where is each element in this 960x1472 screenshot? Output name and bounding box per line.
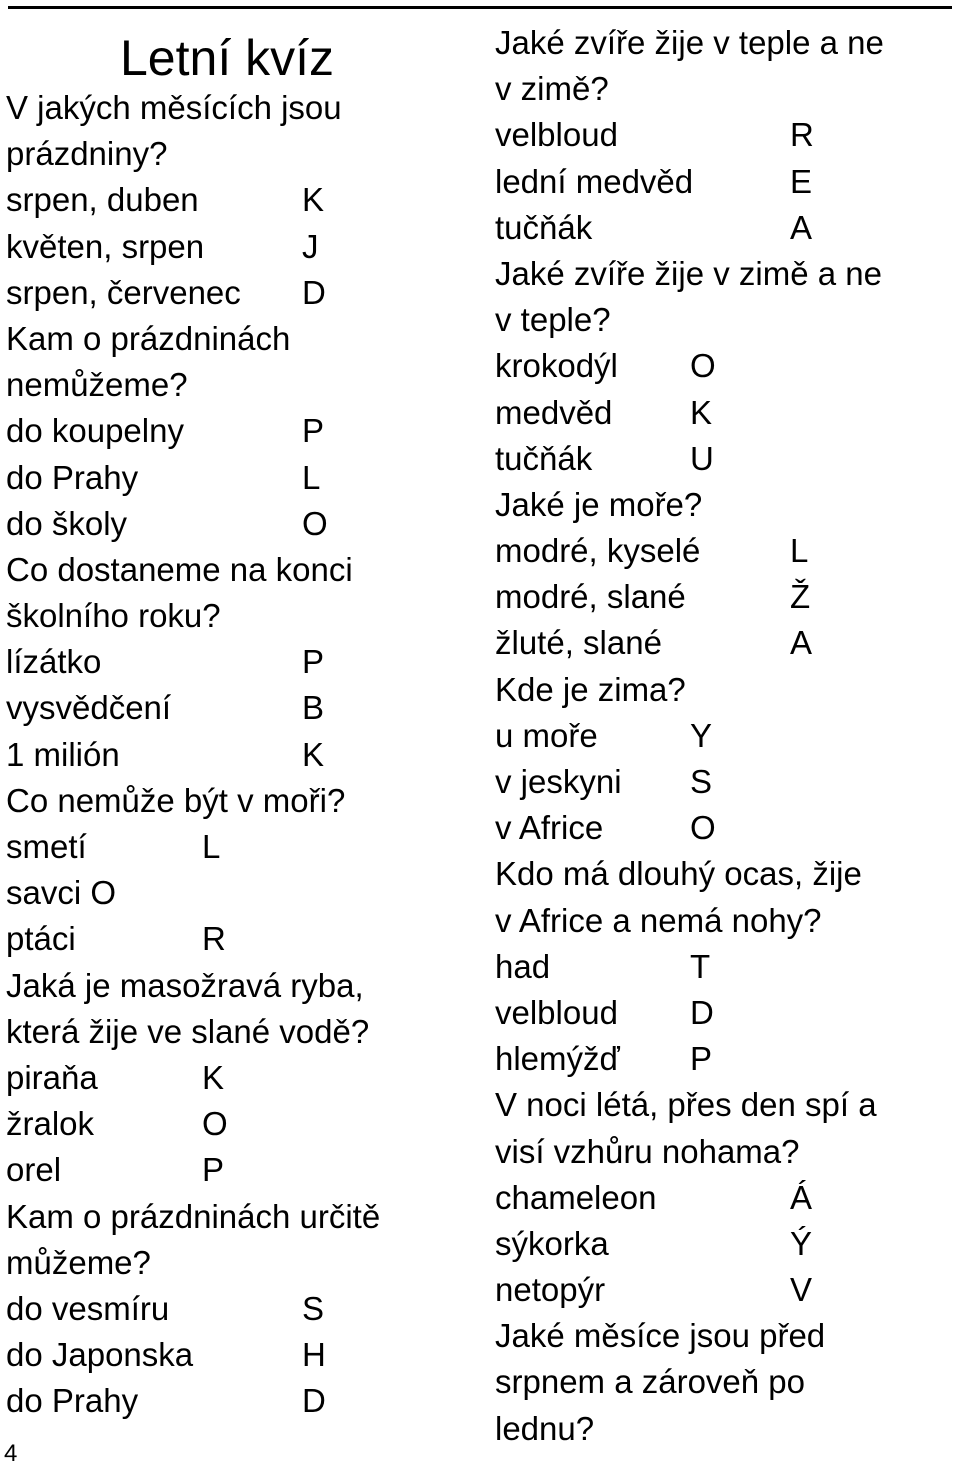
answer-option — [495, 1267, 957, 1313]
answer-option — [6, 1332, 476, 1378]
question-line: v teple? — [495, 301, 611, 339]
question-line: Co nemůže být v moři? — [6, 781, 346, 819]
answer-text: modré, slané — [495, 578, 686, 616]
answer-letter: U — [690, 439, 714, 477]
answer-letter: L — [790, 532, 809, 570]
question-line: která žije ve slané vodě? — [6, 1012, 370, 1050]
answer-text: ptáci — [6, 920, 76, 958]
answer-text: sýkorka — [495, 1224, 609, 1262]
answer-option — [6, 501, 476, 547]
answer-letter: K — [202, 1058, 225, 1096]
answer-text: do koupelny — [6, 412, 184, 450]
answer-option — [495, 112, 957, 158]
answer-option — [6, 1147, 476, 1193]
answer-option — [6, 916, 476, 962]
page-title: Letní kvíz — [120, 30, 334, 86]
question-line: prázdniny? — [6, 135, 168, 173]
answer-text: žluté, slané — [495, 624, 662, 662]
answer-letter: H — [302, 1336, 326, 1374]
question-line: Kdo má dlouhý ocas, žije — [495, 855, 862, 893]
left-column — [6, 85, 476, 1424]
answer-text: v Africe — [495, 809, 604, 847]
answer-text: do Prahy — [6, 458, 139, 496]
answer-letter: Ž — [790, 578, 811, 616]
answer-letter: E — [790, 162, 813, 200]
top-rule — [8, 6, 952, 9]
answer-option — [495, 1036, 957, 1082]
question-line: Jaké zvíře žije v zimě a ne — [495, 254, 882, 292]
answer-letter: P — [202, 1151, 225, 1189]
answer-text: srpen, červenec — [6, 273, 241, 311]
answer-option — [6, 639, 476, 685]
answer-option — [6, 177, 476, 223]
answer-letter: O — [302, 504, 328, 542]
answer-option — [6, 732, 476, 778]
question-line: Jaké měsíce jsou před — [495, 1317, 826, 1355]
answer-letter: Á — [790, 1178, 813, 1216]
answer-option — [495, 805, 957, 851]
answer-text: do Prahy — [6, 1382, 139, 1420]
answer-option — [495, 620, 957, 666]
answer-letter: K — [690, 393, 713, 431]
answer-text: v jeskyni — [495, 763, 622, 800]
answer-letter: K — [302, 181, 325, 219]
answer-option — [495, 1175, 957, 1221]
answer-text: lední medvěd — [495, 162, 694, 200]
answer-text: žralok — [6, 1105, 95, 1143]
answer-letter: D — [302, 273, 326, 311]
answer-option — [6, 270, 476, 316]
answer-text: 1 milión — [6, 735, 120, 773]
answer-letter: T — [690, 947, 711, 985]
answer-letter: J — [302, 227, 319, 265]
answer-option — [495, 390, 957, 436]
answer-option — [495, 343, 957, 389]
question-line: v zimě? — [495, 70, 609, 108]
answer-text: tučňák — [495, 439, 593, 477]
question-line: v Africe a nemá nohy? — [495, 901, 822, 939]
answer-option — [495, 159, 957, 205]
answer-letter: D — [302, 1382, 326, 1420]
answer-text: do školy — [6, 504, 128, 542]
answer-letter: O — [202, 1105, 228, 1143]
answer-text: orel — [6, 1151, 62, 1189]
question-line: Kam o prázdninách — [6, 319, 291, 357]
answer-text: velbloud — [495, 993, 618, 1031]
answer-text: smetí — [6, 828, 87, 865]
answer-letter: O — [690, 347, 716, 385]
answer-option — [495, 944, 957, 990]
question-line: V noci létá, přes den spí a — [495, 1086, 877, 1124]
answer-text: lízátko — [6, 643, 102, 681]
answer-text: hlemýžď — [495, 1040, 620, 1078]
answer-option — [495, 436, 957, 482]
answer-letter: L — [202, 828, 221, 865]
answer-letter: P — [690, 1040, 713, 1078]
question-line: Jaké je moře? — [495, 485, 703, 523]
answer-text: do Japonska — [6, 1336, 194, 1374]
answer-option — [6, 1055, 476, 1101]
answer-text: modré, kyselé — [495, 532, 701, 570]
answer-text: krokodýl — [495, 347, 618, 385]
question-line: V jakých měsících jsou — [6, 89, 342, 126]
answer-letter: P — [302, 412, 325, 450]
answer-option — [495, 990, 957, 1036]
question-line: visí vzhůru nohama? — [495, 1132, 800, 1170]
answer-option — [6, 1378, 476, 1424]
answer-option — [6, 455, 476, 501]
right-column — [495, 20, 957, 1452]
answer-text: vysvědčení — [6, 689, 172, 727]
answer-text: srpen, duben — [6, 181, 199, 219]
answer-option — [6, 408, 476, 454]
question-line: Kam o prázdninách určitě — [6, 1197, 381, 1235]
answer-letter: Ý — [790, 1224, 813, 1262]
question-line: Jaké zvíře žije v teple a ne — [495, 24, 884, 61]
answer-letter: P — [302, 643, 325, 681]
answer-text: květen, srpen — [6, 227, 205, 265]
answer-option — [495, 528, 957, 574]
question-line: Co dostaneme na konci — [6, 550, 353, 588]
answer-text: velbloud — [495, 116, 618, 154]
answer-letter: R — [202, 920, 226, 958]
answer-text: do vesmíru — [6, 1289, 170, 1327]
answer-option — [495, 205, 957, 251]
answer-letter: B — [302, 689, 325, 727]
answer-option — [6, 1286, 476, 1332]
answer-option — [495, 574, 957, 620]
question-line: savci O — [6, 874, 117, 912]
answer-option — [495, 759, 957, 805]
answer-letter: S — [302, 1289, 325, 1327]
answer-letter: L — [302, 458, 321, 496]
answer-letter: O — [690, 809, 716, 847]
answer-text: chameleon — [495, 1178, 657, 1216]
answer-letter: A — [790, 208, 813, 246]
question-line: lednu? — [495, 1409, 595, 1447]
answer-text: netopýr — [495, 1271, 606, 1309]
page-number: 4 — [4, 1440, 18, 1467]
answer-letter: Y — [690, 716, 713, 754]
answer-letter: K — [302, 735, 325, 773]
answer-letter: A — [790, 624, 813, 662]
question-line: Kde je zima? — [495, 670, 686, 708]
answer-text: tučňák — [495, 208, 593, 246]
answer-option — [6, 1101, 476, 1147]
answer-letter: V — [790, 1271, 813, 1309]
answer-option — [6, 824, 476, 870]
answer-text: medvěd — [495, 393, 613, 431]
answer-text: had — [495, 947, 551, 985]
answer-option — [495, 713, 957, 759]
answer-option — [6, 685, 476, 731]
answer-letter: R — [790, 116, 814, 154]
answer-option — [495, 1221, 957, 1267]
answer-text: u moře — [495, 716, 598, 754]
answer-text: piraňa — [6, 1058, 98, 1096]
answer-letter: S — [690, 763, 713, 800]
answer-letter: D — [690, 993, 714, 1031]
question-line: školního roku? — [6, 597, 221, 635]
question-line: můžeme? — [6, 1243, 151, 1281]
question-line: srpnem a zároveň po — [495, 1363, 806, 1401]
answer-option — [6, 224, 476, 270]
question-line: Jaká je masožravá ryba, — [6, 966, 364, 1004]
question-line: nemůžeme? — [6, 366, 188, 404]
